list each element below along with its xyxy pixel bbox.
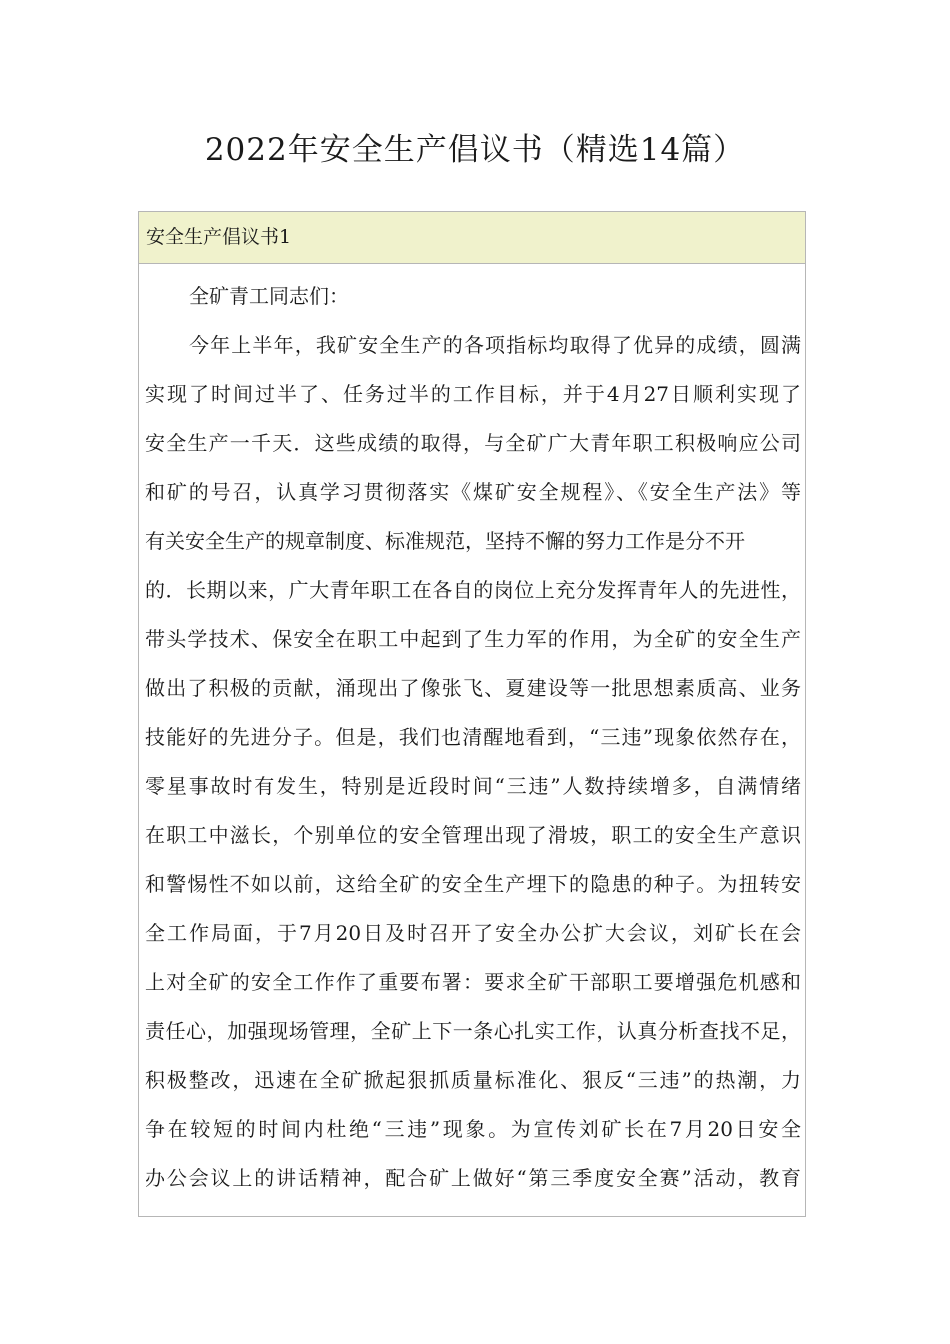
paragraph-line: 有关安全生产的规章制度、标准规范，坚持不懈的努力工作是分不开 bbox=[145, 529, 745, 553]
paragraph-line: 和矿的号召，认真学习贯彻落实《煤矿安全规程》、《安全生产法》等 bbox=[145, 480, 801, 504]
paragraph-line: 办公会议上的讲话精神，配合矿上做好“第三季度安全赛”活动，教育 bbox=[145, 1166, 801, 1190]
salutation-line: 全矿青工同志们： bbox=[189, 284, 349, 308]
paragraph-line: 在职工中滋长，个别单位的安全管理出现了滑坡，职工的安全生产意识 bbox=[145, 823, 801, 847]
paragraph-line: 积极整改，迅速在全矿掀起狠抓质量标准化、狠反“三违”的热潮，力 bbox=[145, 1068, 801, 1092]
paragraph-line: 上对全矿的安全工作作了重要布署：要求全矿干部职工要增强危机感和 bbox=[145, 970, 801, 994]
paragraph-line: 带头学技术、保安全在职工中起到了生力军的作用，为全矿的安全生产 bbox=[145, 627, 801, 651]
paragraph-line: 技能好的先进分子。但是，我们也清醒地看到，“三违”现象依然存在， bbox=[145, 725, 801, 749]
paragraph-line: 今年上半年，我矿安全生产的各项指标均取得了优异的成绩，圆满 bbox=[189, 333, 801, 357]
body-text bbox=[139, 264, 805, 1203]
paragraph-line: 责任心，加强现场管理，全矿上下一条心扎实工作，认真分析查找不足， bbox=[145, 1019, 801, 1043]
paragraph-line: 零星事故时有发生，特别是近段时间“三违”人数持续增多，自满情绪 bbox=[145, 774, 801, 798]
content-table bbox=[138, 211, 806, 1217]
paragraph-line: 安全生产一千天．这些成绩的取得，与全矿广大青年职工积极响应公司 bbox=[145, 431, 801, 455]
paragraph-line: 做出了积极的贡献，涌现出了像张飞、夏建设等一批思想素质高、业务 bbox=[145, 676, 801, 700]
paragraph-line: 全工作局面，于7月20日及时召开了安全办公扩大会议，刘矿长在会 bbox=[145, 921, 801, 945]
paragraph-line: 实现了时间过半了、任务过半的工作目标，并于4月27日顺利实现了 bbox=[145, 382, 801, 406]
section-heading: 安全生产倡议书1 bbox=[139, 212, 805, 264]
paragraph-line: 的．长期以来，广大青年职工在各自的岗位上充分发挥青年人的先进性， bbox=[145, 578, 801, 602]
document-title: 2022年安全生产倡议书（精选14篇） bbox=[204, 132, 746, 168]
paragraph-line: 和警惕性不如以前，这给全矿的安全生产埋下的隐患的种子。为扭转安 bbox=[145, 872, 801, 896]
paragraph-line: 争在较短的时间内杜绝“三违”现象。为宣传刘矿长在7月20日安全 bbox=[145, 1117, 801, 1141]
